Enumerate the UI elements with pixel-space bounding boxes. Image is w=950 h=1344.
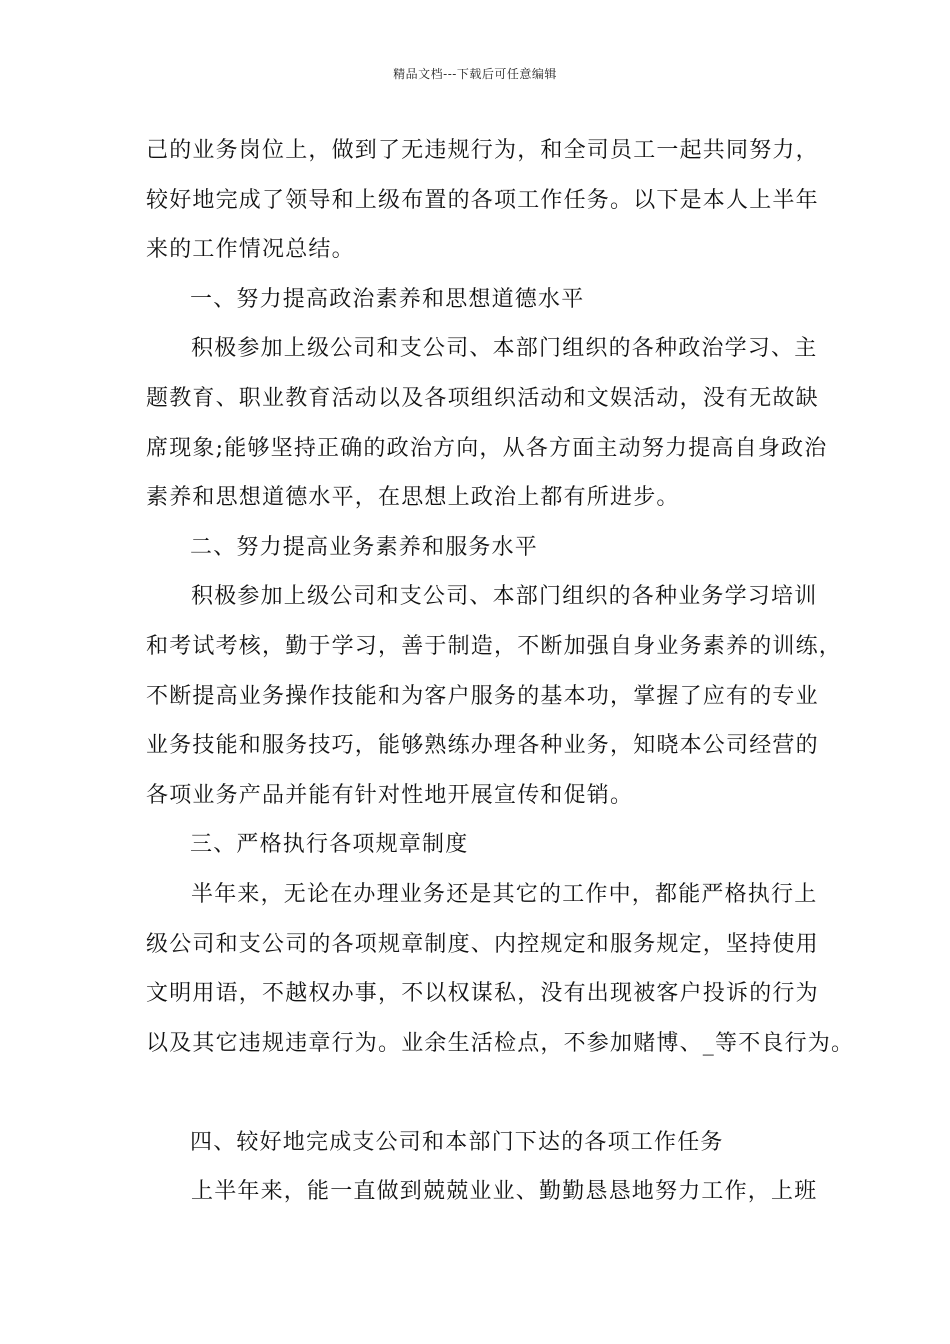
paragraph-line: 业务技能和服务技巧，能够熟练办理各种业务，知晓本公司经营的 bbox=[146, 733, 819, 759]
paragraph-line: 题教育、职业教育活动以及各项组织活动和文娱活动，没有无故缺 bbox=[146, 385, 819, 411]
section-heading-4: 四、较好地完成支公司和本部门下达的各项工作任务 bbox=[190, 1129, 724, 1155]
paragraph-line: 素养和思想道德水平，在思想上政治上都有所进步。 bbox=[146, 485, 680, 511]
page-header: 精品文档---下载后可任意编辑 bbox=[393, 67, 557, 81]
section-heading-1: 一、努力提高政治素养和思想道德水平 bbox=[190, 286, 585, 312]
paragraph-line: 各项业务产品并能有针对性地开展宣传和促销。 bbox=[146, 782, 634, 808]
paragraph-line: 和考试考核，勤于学习，善于制造，不断加强自身业务素养的训练， bbox=[146, 633, 843, 659]
paragraph-line: 不断提高业务操作技能和为客户服务的基本功，掌握了应有的专业 bbox=[146, 683, 819, 709]
paragraph-line: 积极参加上级公司和支公司、本部门组织的各种业务学习培训 bbox=[191, 584, 818, 610]
section-heading-2: 二、努力提高业务素养和服务水平 bbox=[190, 534, 539, 560]
section-heading-3: 三、严格执行各项规章制度 bbox=[190, 832, 469, 858]
paragraph-line: 积极参加上级公司和支公司、本部门组织的各种政治学习、主 bbox=[191, 336, 818, 362]
paragraph-line: 己的业务岗位上，做到了无违规行为，和全司员工一起共同努力， bbox=[146, 138, 819, 163]
paragraph-line: 席现象;能够坚持正确的政治方向，从各方面主动努力提高自身政治 bbox=[146, 435, 828, 461]
paragraph-line: 上半年来，能一直做到兢兢业业、勤勤恳恳地努力工作，上班 bbox=[191, 1179, 818, 1205]
paragraph-line: 来的工作情况总结。 bbox=[146, 237, 355, 263]
paragraph-line: 文明用语，不越权办事，不以权谋私，没有出现被客户投诉的行为 bbox=[146, 981, 819, 1007]
paragraph-line: 半年来，无论在办理业务还是其它的工作中，都能严格执行上 bbox=[191, 881, 818, 907]
paragraph-line: 以及其它违规违章行为。业余生活检点，不参加赌博、_等不良行为。 bbox=[146, 1030, 855, 1056]
paragraph-line: 级公司和支公司的各项规章制度、内控规定和服务规定，坚持使用 bbox=[146, 931, 819, 957]
paragraph-line: 较好地完成了领导和上级布置的各项工作任务。以下是本人上半年 bbox=[146, 187, 819, 213]
paragraph-gap bbox=[146, 1068, 826, 1118]
document-body bbox=[146, 126, 855, 1217]
